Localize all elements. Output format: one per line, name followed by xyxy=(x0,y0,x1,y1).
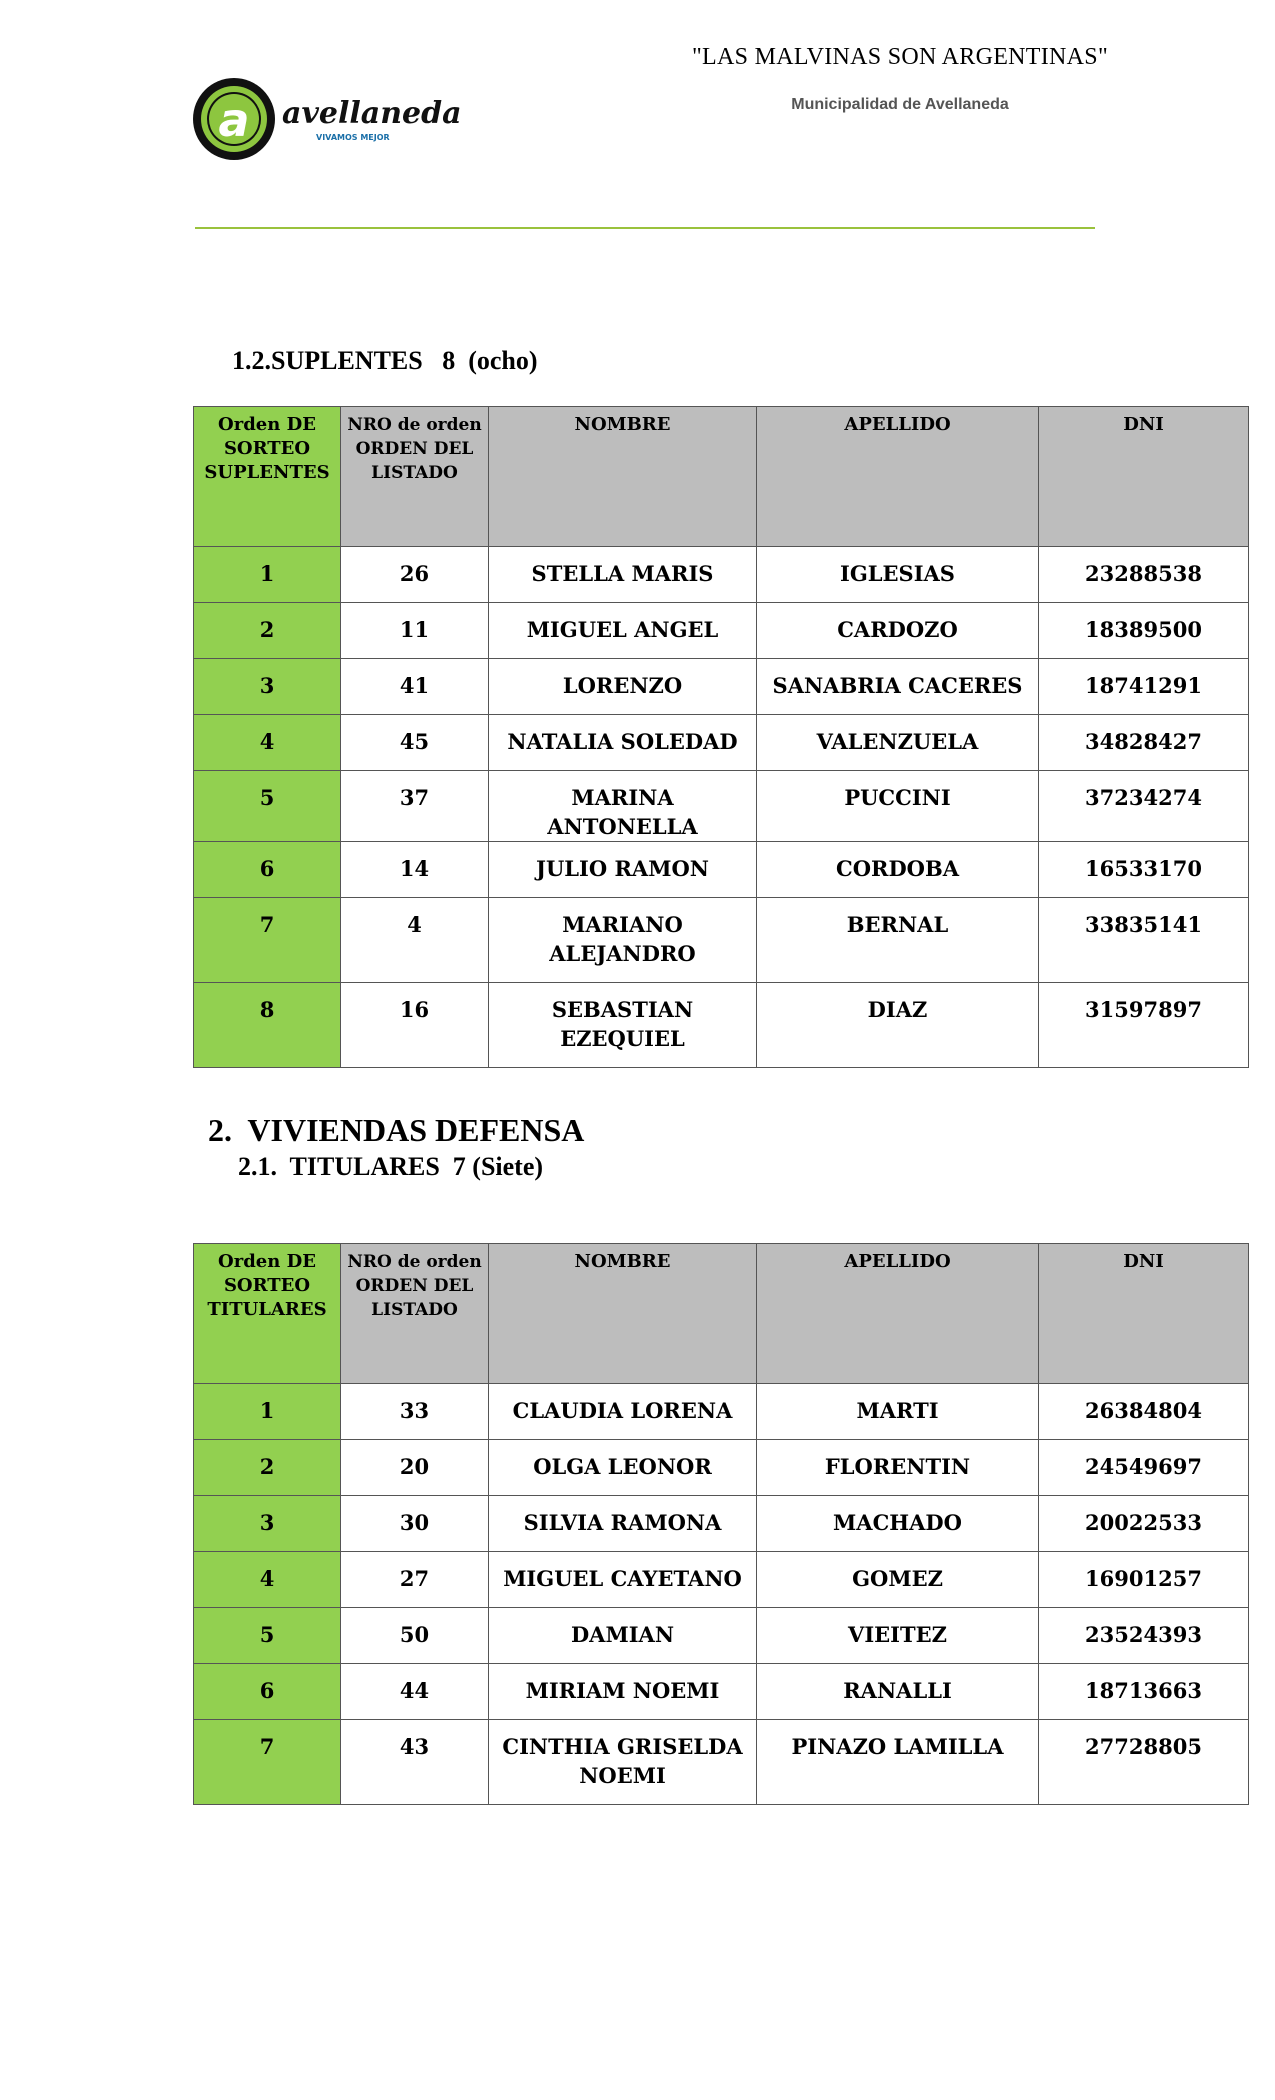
section-heading-titulares: 2.1. TITULARES 7 (Siete) xyxy=(238,1152,544,1181)
cell-nro: 16 xyxy=(341,983,489,1068)
cell-nro: 33 xyxy=(341,1384,489,1440)
cell-nombre: MIRIAM NOEMI xyxy=(489,1664,757,1720)
cell-nombre: MARINA ANTONELLA xyxy=(489,771,757,842)
cell-nro: 43 xyxy=(341,1720,489,1805)
col-header-apellido: APELLIDO xyxy=(757,407,1039,547)
cell-nro: 41 xyxy=(341,659,489,715)
suplentes-table xyxy=(193,406,1249,1068)
table-row xyxy=(194,842,1249,898)
cell-dni: 33835141 xyxy=(1039,898,1249,983)
cell-dni: 27728805 xyxy=(1039,1720,1249,1805)
cell-orden: 8 xyxy=(194,983,341,1068)
cell-apellido: CARDOZO xyxy=(757,603,1039,659)
cell-apellido: GOMEZ xyxy=(757,1552,1039,1608)
table-row xyxy=(194,1720,1249,1805)
cell-dni: 16533170 xyxy=(1039,842,1249,898)
table-row xyxy=(194,603,1249,659)
cell-dni: 18741291 xyxy=(1039,659,1249,715)
cell-apellido: VIEITEZ xyxy=(757,1608,1039,1664)
cell-nombre: SEBASTIAN EZEQUIEL xyxy=(489,983,757,1068)
col-header-nro: NRO de orden ORDEN DEL LISTADO xyxy=(341,407,489,547)
cell-dni: 18713663 xyxy=(1039,1664,1249,1720)
cell-nombre: JULIO RAMON xyxy=(489,842,757,898)
cell-dni: 34828427 xyxy=(1039,715,1249,771)
col-header-orden: Orden DE SORTEO TITULARES xyxy=(194,1244,341,1384)
col-header-nombre: NOMBRE xyxy=(489,407,757,547)
cell-apellido: IGLESIAS xyxy=(757,547,1039,603)
cell-orden: 3 xyxy=(194,1496,341,1552)
cell-apellido: MARTI xyxy=(757,1384,1039,1440)
table-row xyxy=(194,659,1249,715)
cell-nombre: DAMIAN xyxy=(489,1608,757,1664)
table-header-row xyxy=(194,407,1249,547)
cell-nombre: NATALIA SOLEDAD xyxy=(489,715,757,771)
cell-apellido: MACHADO xyxy=(757,1496,1039,1552)
logo-letter: a xyxy=(218,93,250,147)
cell-nro: 30 xyxy=(341,1496,489,1552)
cell-dni: 23288538 xyxy=(1039,547,1249,603)
table-row xyxy=(194,983,1249,1068)
cell-nro: 4 xyxy=(341,898,489,983)
table-row xyxy=(194,1664,1249,1720)
cell-orden: 2 xyxy=(194,603,341,659)
cell-nro: 27 xyxy=(341,1552,489,1608)
col-header-dni: DNI xyxy=(1039,1244,1249,1384)
cell-nro: 50 xyxy=(341,1608,489,1664)
cell-nro: 20 xyxy=(341,1440,489,1496)
cell-dni: 20022533 xyxy=(1039,1496,1249,1552)
cell-dni: 18389500 xyxy=(1039,603,1249,659)
cell-orden: 3 xyxy=(194,659,341,715)
cell-orden: 4 xyxy=(194,715,341,771)
cell-dni: 16901257 xyxy=(1039,1552,1249,1608)
header-divider xyxy=(195,227,1095,229)
cell-orden: 5 xyxy=(194,1608,341,1664)
cell-nro: 11 xyxy=(341,603,489,659)
cell-apellido: DIAZ xyxy=(757,983,1039,1068)
cell-nombre: CLAUDIA LORENA xyxy=(489,1384,757,1440)
cell-dni: 31597897 xyxy=(1039,983,1249,1068)
cell-orden: 1 xyxy=(194,1384,341,1440)
section-heading-viviendas: 2. VIVIENDAS DEFENSA xyxy=(208,1112,585,1148)
cell-orden: 2 xyxy=(194,1440,341,1496)
cell-dni: 26384804 xyxy=(1039,1384,1249,1440)
cell-apellido: VALENZUELA xyxy=(757,715,1039,771)
cell-nombre: SILVIA RAMONA xyxy=(489,1496,757,1552)
cell-nombre: MARIANO ALEJANDRO xyxy=(489,898,757,983)
cell-orden: 7 xyxy=(194,898,341,983)
cell-apellido: CORDOBA xyxy=(757,842,1039,898)
section-heading-suplentes: 1.2.SUPLENTES 8 (ocho) xyxy=(232,346,538,375)
col-header-apellido: APELLIDO xyxy=(757,1244,1039,1384)
motto-text: "LAS MALVINAS SON ARGENTINAS" xyxy=(691,44,1109,70)
cell-apellido: RANALLI xyxy=(757,1664,1039,1720)
col-header-nro: NRO de orden ORDEN DEL LISTADO xyxy=(341,1244,489,1384)
cell-orden: 1 xyxy=(194,547,341,603)
table-row xyxy=(194,771,1249,842)
cell-nro: 37 xyxy=(341,771,489,842)
table-row xyxy=(194,1384,1249,1440)
col-header-dni: DNI xyxy=(1039,407,1249,547)
avellaneda-logo xyxy=(190,74,462,164)
table-row xyxy=(194,1496,1249,1552)
cell-nombre: MIGUEL CAYETANO xyxy=(489,1552,757,1608)
cell-nro: 45 xyxy=(341,715,489,771)
cell-nro: 26 xyxy=(341,547,489,603)
municipality-name: Municipalidad de Avellaneda xyxy=(791,96,1009,113)
cell-nro: 14 xyxy=(341,842,489,898)
cell-nro: 44 xyxy=(341,1664,489,1720)
col-header-orden: Orden DE SORTEO SUPLENTES xyxy=(194,407,341,547)
cell-nombre: STELLA MARIS xyxy=(489,547,757,603)
logo-wordmark: avellaneda xyxy=(282,96,462,131)
col-header-nombre: NOMBRE xyxy=(489,1244,757,1384)
cell-apellido: PINAZO LAMILLA xyxy=(757,1720,1039,1805)
cell-apellido: PUCCINI xyxy=(757,771,1039,842)
table-row xyxy=(194,898,1249,983)
cell-nombre: CINTHIA GRISELDA NOEMI xyxy=(489,1720,757,1805)
cell-nombre: MIGUEL ANGEL xyxy=(489,603,757,659)
cell-orden: 6 xyxy=(194,842,341,898)
cell-nombre: LORENZO xyxy=(489,659,757,715)
table-row xyxy=(194,547,1249,603)
cell-orden: 5 xyxy=(194,771,341,842)
cell-dni: 37234274 xyxy=(1039,771,1249,842)
table-header-row xyxy=(194,1244,1249,1384)
cell-apellido: SANABRIA CACERES xyxy=(757,659,1039,715)
table-row xyxy=(194,1608,1249,1664)
cell-apellido: BERNAL xyxy=(757,898,1039,983)
titulares-table xyxy=(193,1243,1249,1805)
cell-orden: 7 xyxy=(194,1720,341,1805)
cell-orden: 6 xyxy=(194,1664,341,1720)
cell-orden: 4 xyxy=(194,1552,341,1608)
cell-nombre: OLGA LEONOR xyxy=(489,1440,757,1496)
table-row xyxy=(194,1440,1249,1496)
table-row xyxy=(194,1552,1249,1608)
cell-apellido: FLORENTIN xyxy=(757,1440,1039,1496)
table-row xyxy=(194,715,1249,771)
cell-dni: 24549697 xyxy=(1039,1440,1249,1496)
cell-dni: 23524393 xyxy=(1039,1608,1249,1664)
logo-tagline: VIVAMOS MEJOR xyxy=(316,133,390,142)
